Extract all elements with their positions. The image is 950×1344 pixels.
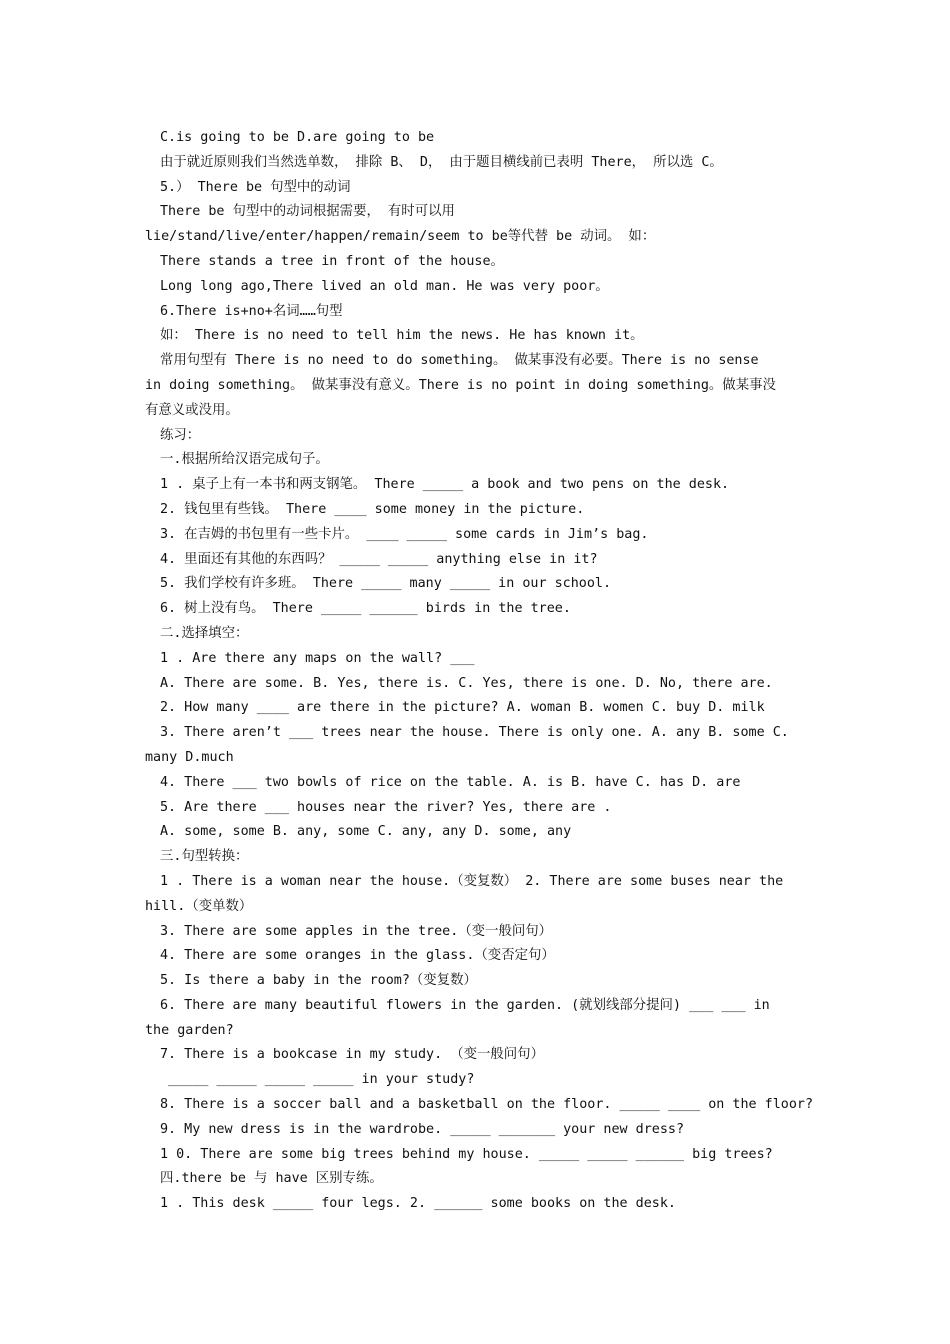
text-line: 三.句型转换： <box>160 849 249 865</box>
text-line: 5. 我们学校有许多班。 There _____ many _____ in our school. <box>160 576 612 592</box>
text-line: 4. There are some oranges in the glass.（变否定句） <box>160 948 555 964</box>
document-body <box>0 126 950 1217</box>
text-line: lie/stand/live/enter/happen/remain/seem to be等代替 be 动词。 如： <box>145 229 656 245</box>
text-line: There be 句型中的动词根据需要， 有时可以用 <box>160 204 455 220</box>
text-line: 一.根据所给汉语完成句子。 <box>160 452 329 468</box>
text-line: 二.选择填空： <box>160 625 249 641</box>
text-line: 由于就近原则我们当然选单数， 排除 B、 D， 由于题目横线前已表明 There， 所以选 C。 <box>160 154 723 170</box>
text-line: 8. There is a soccer ball and a basketball on the floor. _____ ____ on the floor? <box>160 1097 814 1113</box>
text-line: 5. Are there ___ houses near the river? Yes, there are . <box>160 799 612 815</box>
text-line: C.is going to be D.are going to be <box>160 130 435 145</box>
text-line: in doing something。 做某事没有意义。There is no point in doing something。做某事没 <box>145 377 776 393</box>
text-line: 1 0. There are some big trees behind my house. _____ _____ ______ big trees? <box>160 1146 773 1162</box>
text-line: 2. 钱包里有些钱。 There ____ some money in the picture. <box>160 501 585 517</box>
text-line: Long long ago,There lived an old man. He was very poor。 <box>160 278 609 294</box>
text-line: 四.there be 与 have 区别专练。 <box>160 1171 383 1187</box>
text-line: 1 . Are there any maps on the wall? ___ <box>160 650 475 666</box>
text-line: 3. There are some apples in the tree.（变一般问句） <box>160 923 553 939</box>
text-line: There stands a tree in front of the house。 <box>160 253 504 269</box>
text-line: 3. 在吉姆的书包里有一些卡片。 ____ _____ some cards in Jim’s bag. <box>160 526 649 542</box>
text-line: many D.much <box>145 749 234 765</box>
text-line: A. some, some B. any, some C. any, any D. some, any <box>160 824 572 840</box>
text-line: 1 . 桌子上有一本书和两支钢笔。 There _____ a book and two pens on the desk. <box>160 477 730 493</box>
text-line: _____ _____ _____ _____ in your study? <box>160 1072 475 1088</box>
text-line: 1 . This desk _____ four legs. 2. ______ some books on the desk. <box>160 1196 676 1212</box>
text-line: 6. There are many beautiful flowers in the garden. (就划线部分提问) ___ ___ in <box>160 997 770 1013</box>
text-line: 常用句型有 There is no need to do something。 做某事没有必要。There is no sense <box>160 353 759 369</box>
text-line: 4. 里面还有其他的东西吗？ _____ _____ anything else in it? <box>160 551 598 567</box>
text-line: 2. How many ____ are there in the picture? A. woman B. women C. buy D. milk <box>160 700 765 716</box>
text-line: 9. My new dress is in the wardrobe. _____ _______ your new dress? <box>160 1121 685 1137</box>
text-line: 有意义或没用。 <box>145 402 239 418</box>
text-line: A. There are some. B. Yes, there is. C. Yes, there is one. D. No, there are. <box>160 675 773 691</box>
text-line: hill.（变单数） <box>145 898 253 914</box>
text-line: 1 . There is a woman near the house.（变复数） 2. There are some buses near the <box>160 873 784 889</box>
text-line: 5.） There be 句型中的动词 <box>160 179 351 195</box>
text-line: the garden? <box>145 1022 234 1038</box>
text-line: 4. There ___ two bowls of rice on the table. A. is B. have C. has D. are <box>160 774 741 790</box>
text-line: 3. There aren’t ___ trees near the house. There is only one. A. any B. some C. <box>160 725 789 741</box>
text-line: 6.There is+no+名词……句型 <box>160 303 343 319</box>
text-line: 7. There is a bookcase in my study. （变一般问句） <box>160 1047 544 1063</box>
text-line: 6. 树上没有鸟。 There _____ ______ birds in the tree. <box>160 601 571 617</box>
text-line: 5. Is there a baby in the room?（变复数） <box>160 973 477 989</box>
text-line: 练习： <box>160 427 201 443</box>
text-line: 如： There is no need to tell him the news. He has known it。 <box>160 328 644 344</box>
